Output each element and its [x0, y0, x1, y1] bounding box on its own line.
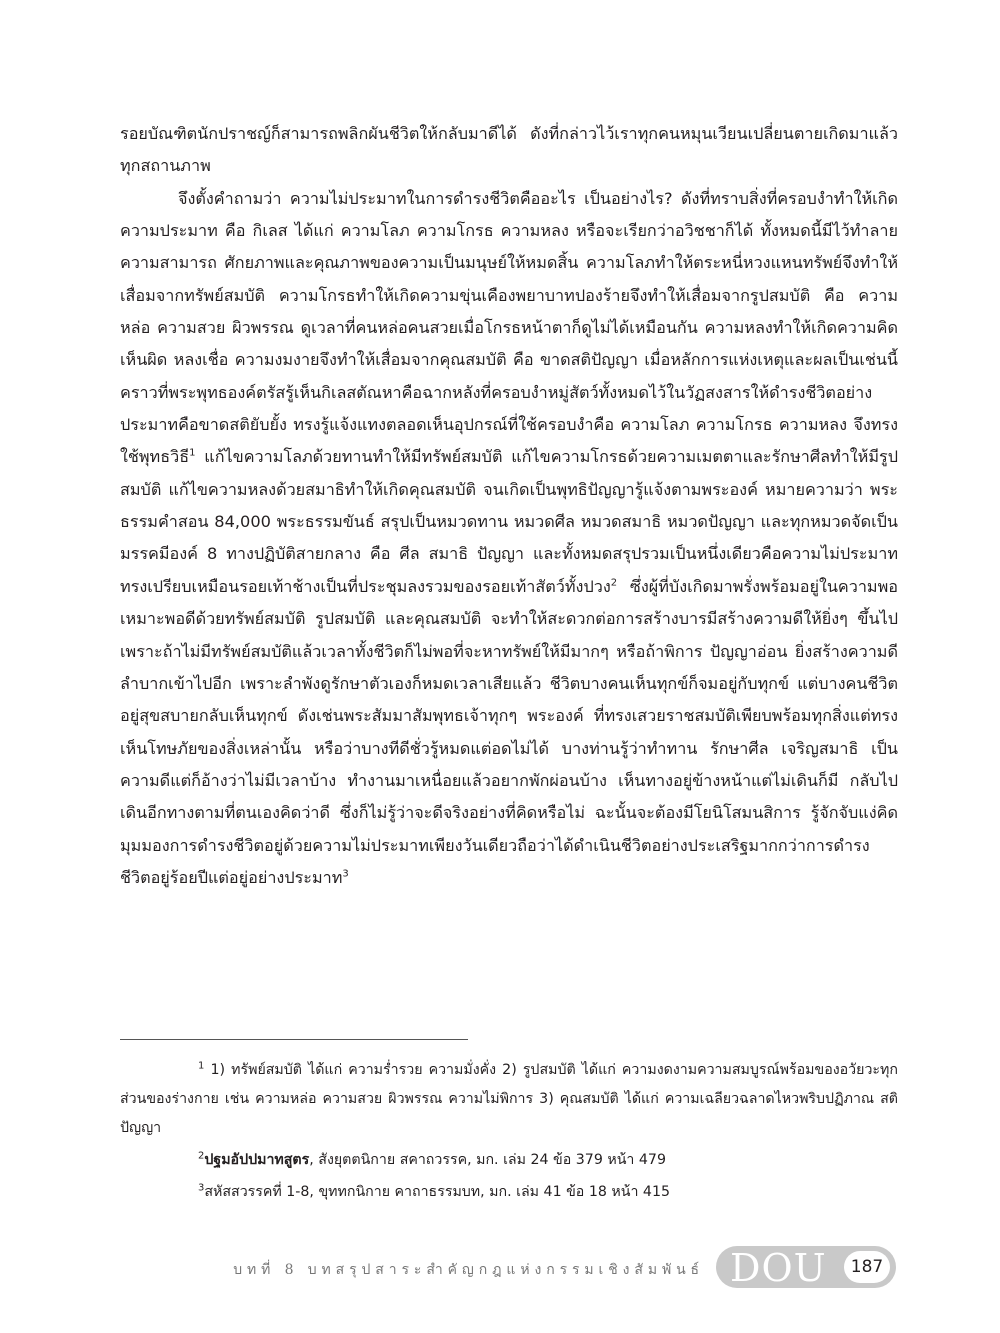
footnote-2-title: ปฐมอัปปมาทสูตร [204, 1152, 310, 1168]
footnote-ref-3[interactable]: 3 [342, 868, 349, 880]
footer-badge [716, 1246, 896, 1288]
paragraph-2-part-c: ซึ่งผู้ที่บังเกิดมาพรั่งพร้อมอยู่ในความพอเหมาะพอดีด้วยทรัพย์สมบัติ รูปสมบัติ และคุณสมบัติ จะทำให้สะดวกต่อการสร้างบารมีสร้างความดีให้ยิ่งๆ ขึ้นไป เพราะถ้าไม่มีทรัพย์สมบัติแล้วเวลาทั้งชีวิตก็ไม่พอที่จะหาทรัพย์ให้มีมากๆ หรือถ้าพิการ ปัญญาอ่อน ยิ่งสร้างความดีลำบากเข้าไปอีก เพราะลำพังดูรักษาตัวเองก็หมดเวลาเสียแล้ว ชีวิตบางคนเห็นทุกข์ก็จมอยู่กับทุกข์ แต่บางคนชีวิตอยู่สุขสบายกลับเห็นทุกข์ ดังเช่นพระสัมมาสัมพุทธเจ้าทุกๆ พระองค์ ที่ทรงเสวยราชสมบัติเพียบพร้อมทุกสิ่งแต่ทรงเห็นโทษภัยของสิ่งเหล่านั้น หรือว่าบางทีดีชั่วรู้หมดแต่อดไม่ได้ บางท่านรู้ว่าทำทาน รักษาศีล เจริญสมาธิ เป็นความดีแต่ก็อ้างว่าไม่มีเวลาบ้าง ทำงานมาเหนื่อยแล้วอยากพักผ่อนบ้าง เห็นทางอยู่ข้างหน้าแต่ไม่เดินก็มี กลับไปเดินอีกทางตามที่ตนเองคิดว่าดี ซึ่งก็ไม่รู้ว่าจะดีจริงอย่างที่คิดหรือไม่ ฉะนั้นจะต้องมีโยนิโสมนสิการ รู้จักจับแง่คิดมุมมองการดำรงชีวิตอยู่ด้วยความไม่ประมาทเพียงวันเดียวถือว่าได้ดำเนินชีวิตอย่างประเสริฐมากกว่าการดำรงชีวิตอยู่ร้อยปีแต่อยู่อย่างประมาท [120, 576, 898, 887]
body-text [120, 118, 898, 894]
paragraph-1-text: รอยบัณฑิตนักปราชญ์ก็สามารถพลิกผันชีวิตให้กลับมาดีได้ ดังที่กล่าวไว้เราทุกคนหมุนเวียนเปลี่ยนตายเกิดมาแล้วทุกสถานภาพ [120, 124, 898, 176]
footnote-3 [120, 1178, 898, 1207]
footnote-1-text: 1) ทรัพย์สมบัติ ได้แก่ ความร่ำรวย ความมั่งคั่ง 2) รูปสมบัติ ได้แก่ ความงดงามความสมบูรณ์พร้อมของอวัยวะทุกส่วนของร่างกาย เช่น ความหล่อ ความสวย ผิวพรรณ ความไม่พิการ 3) คุณสมบัติ ได้แก่ ความเฉลียวฉลาดไหวพริบปฏิภาณ สติปัญญา [120, 1062, 898, 1136]
paragraph-2 [120, 183, 898, 895]
footnote-2-text: , สังยุตตนิกาย สคาถวรรค, มก. เล่ม 24 ข้อ 379 หน้า 479 [309, 1152, 666, 1168]
footnote-ref-2[interactable]: 2 [610, 577, 618, 589]
paragraph-2-part-b: แก้ไขความโลภด้วยทานทำให้มีทรัพย์สมบัติ แก้ไขความโกรธด้วยความเมตตาและรักษาศีลทำให้มีรูปสมบัติ แก้ไขความหลงด้วยสมาธิทำให้เกิดคุณสมบัติ จนเกิดเป็นพุทธิปัญญารู้แจ้งตามพระองค์ หมายความว่า พระธรรมคำสอน 84,000 พระธรรมขันธ์ สรุปเป็นหมวดทาน หมวดศีล หมวดสมาธิ หมวดปัญญา และทุกหมวดจัดเป็นมรรคมีองค์ 8 ทางปฏิบัติสายกลาง คือ ศีล สมาธิ ปัญญา และทั้งหมดสรุปรวมเป็นหนึ่งเดียวคือความไม่ประมาท ทรงเปรียบเหมือนรอยเท้าช้างเป็นที่ประชุมลงรวมของรอยเท้าสัตว์ทั้งปวง [120, 447, 898, 596]
page-number: 187 [844, 1251, 890, 1283]
chapter-title: บทที่ 8 บทสรุปสาระสำคัญกฎแห่งกรรมเชิงสัมพันธ์ [233, 1262, 704, 1278]
page-footer [0, 1246, 1000, 1288]
footnote-2 [120, 1146, 898, 1175]
footnote-ref-1[interactable]: 1 [189, 448, 196, 460]
paragraph-2-part-a: จึงตั้งคำถามว่า ความไม่ประมาทในการดำรงชีวิตคืออะไร เป็นอย่างไร? ดังที่ทราบสิ่งที่ครอบงำทำให้เกิดความประมาท คือ กิเลส ได้แก่ ความโลภ ความโกรธ ความหลง หรือจะเรียกว่าอวิชชาก็ได้ ทั้งหมดนี้มีไว้ทำลายความสามารถ ศักยภาพและคุณภาพของความเป็นมนุษย์ให้หมดสิ้น ความโลภทำให้ตระหนี่หวงแหนทรัพย์จึงทำให้เสื่อมจากทรัพย์สมบัติ ความโกรธทำให้เกิดความขุ่นเคืองพยาบาทปองร้ายจึงทำให้เสื่อมจากรูปสมบัติ คือ ความหล่อ ความสวย ผิวพรรณ ดูเวลาที่คนหล่อคนสวยเมื่อโกรธหน้าตาก็ดูไม่ได้เหมือนกัน ความหลงทำให้เกิดความคิดเห็นผิด หลงเชื่อ ความงมงายจึงทำให้เสื่อมจากคุณสมบัติ คือ ขาดสติปัญญา เมื่อหลักการแห่งเหตุและผลเป็นเช่นนี้ คราวที่พระพุทธองค์ตรัสรู้เห็นกิเลสตัณหาคือฉากหลังที่ครอบงำหมู่สัตว์ทั้งหมดไว้ในวัฏสงสารให้ดำรงชีวิตอย่างประมาทคือขาดสติยับยั้ง ทรงรู้แจ้งแทงตลอดเห็นอุปกรณ์ที่ใช้ครอบงำคือ ความโลภ ความโกรธ ความหลง จึงทรงใช้พุทธวิธี [120, 188, 898, 467]
paragraph-1 [120, 118, 898, 183]
footnotes [120, 1056, 898, 1210]
footnote-3-mark: 3 [198, 1182, 205, 1194]
footnote-1-mark: 1 [198, 1060, 205, 1072]
footnote-1 [120, 1056, 898, 1143]
dou-logo: DOU [730, 1246, 827, 1290]
footnote-2-mark: 2 [198, 1150, 205, 1162]
footnote-divider [120, 1039, 468, 1040]
footnote-3-text: สหัสสวรรคที่ 1-8, ขุททกนิกาย คาถาธรรมบท, มก. เล่ม 41 ข้อ 18 หน้า 415 [204, 1184, 670, 1200]
